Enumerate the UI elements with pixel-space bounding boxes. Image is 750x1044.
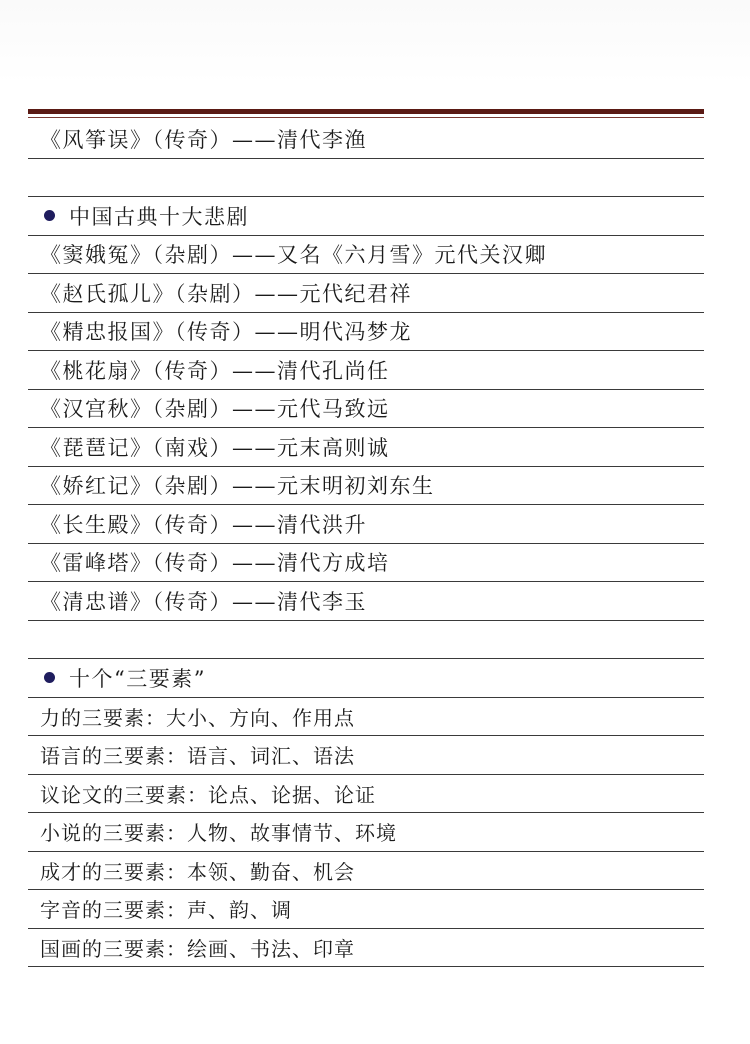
section-heading-three-elements: [28, 659, 704, 698]
list-item: 字音的三要素：声、韵、调: [28, 890, 704, 929]
list-item: 成才的三要素：本领、勤奋、机会: [28, 852, 704, 891]
blank-row: [28, 621, 704, 660]
bullet-icon: [44, 672, 55, 683]
blank-row: [28, 159, 704, 198]
list-item-fengzhengwu: 《风筝误》（传奇）——清代李渔: [28, 120, 704, 159]
list-item: 国画的三要素：绘画、书法、印章: [28, 929, 704, 968]
list-item: 《长生殿》（传奇）——清代洪升: [28, 505, 704, 544]
list-item: 《雷峰塔》（传奇）——清代方成培: [28, 544, 704, 583]
list-item: 议论文的三要素：论点、论据、论证: [28, 775, 704, 814]
top-rule-thin: [28, 117, 704, 118]
bullet-icon: [44, 210, 55, 221]
list-item: 《琵琶记》（南戏）——元末高则诚: [28, 428, 704, 467]
section-heading-tragedies: [28, 197, 704, 236]
list-item: 《桃花扇》（传奇）——清代孔尚任: [28, 351, 704, 390]
section-heading-text: 中国古典十大悲剧: [69, 204, 249, 229]
section-heading-text: 十个“三要素”: [69, 666, 206, 691]
list-item: 语言的三要素：语言、词汇、语法: [28, 736, 704, 775]
top-rule-thick: [28, 109, 704, 114]
list-item: 《娇红记》（杂剧）——元末明初刘东生: [28, 467, 704, 506]
list-item: 《清忠谱》（传奇）——清代李玉: [28, 582, 704, 621]
list-item: 力的三要素：大小、方向、作用点: [28, 698, 704, 737]
list-item: 《赵氏孤儿》（杂剧）——元代纪君祥: [28, 274, 704, 313]
list-item: 《汉宫秋》（杂剧）——元代马致远: [28, 390, 704, 429]
list-item: 《窦娥冤》（杂剧）——又名《六月雪》元代关汉卿: [28, 236, 704, 275]
list-item: 小说的三要素：人物、故事情节、环境: [28, 813, 704, 852]
content-rows: [28, 120, 704, 967]
list-item: 《精忠报国》（传奇）——明代冯梦龙: [28, 313, 704, 352]
